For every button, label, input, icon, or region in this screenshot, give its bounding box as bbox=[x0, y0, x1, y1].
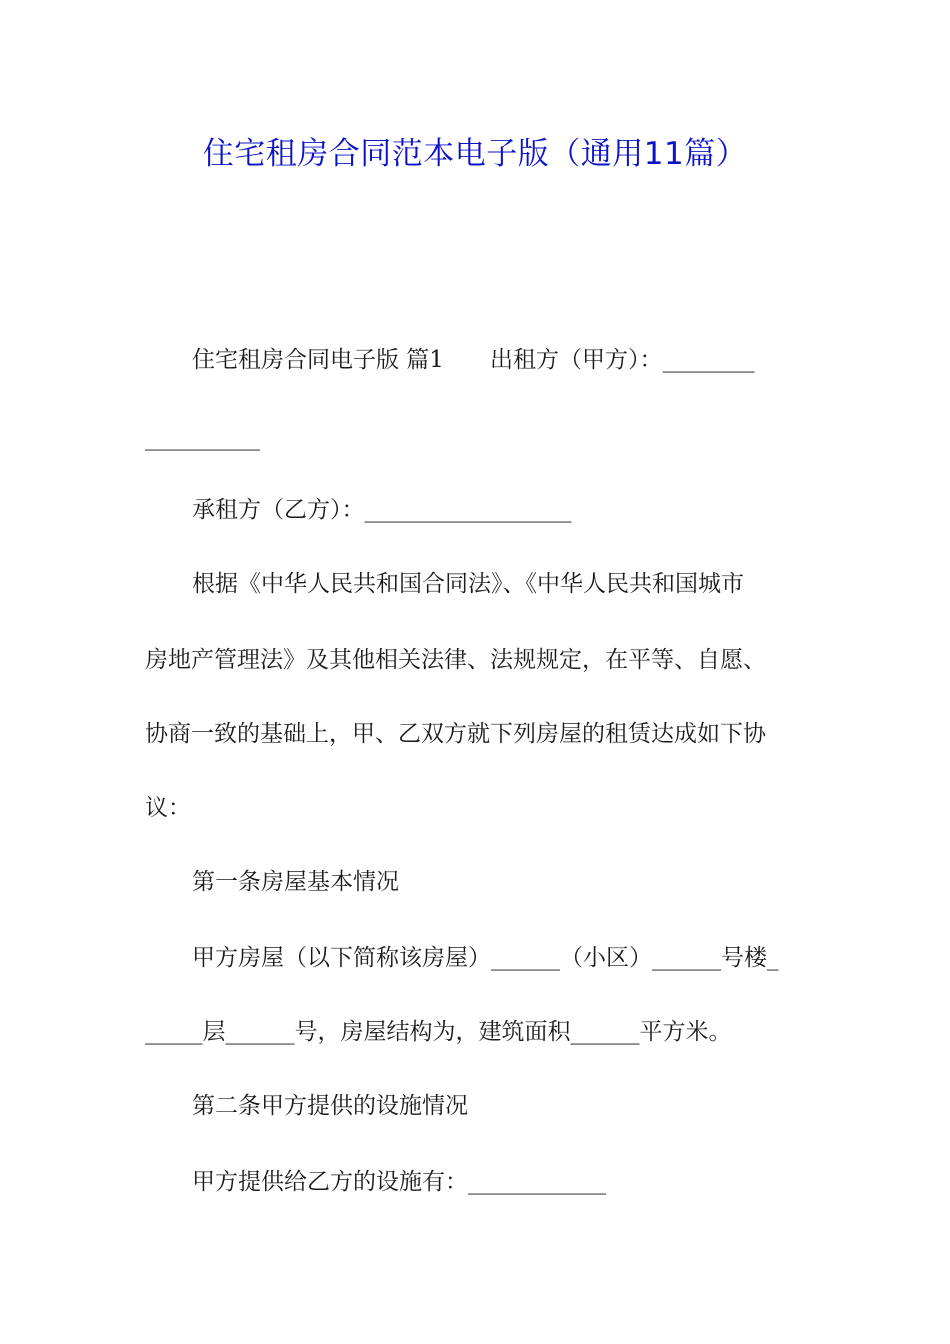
section-heading: 住宅租房合同电子版 篇1 bbox=[192, 347, 444, 373]
paragraph-line-1 bbox=[192, 340, 810, 380]
document-title: 住宅租房合同范本电子版（通用11篇） bbox=[202, 136, 748, 172]
paragraph-line-5: 房地产管理法》及其他相关法律、法规规定，在平等、自愿、 bbox=[145, 647, 766, 673]
paragraph-line-11: 第二条甲方提供的设施情况 bbox=[192, 1093, 468, 1119]
lessor-field: 出租方（甲方）：________ bbox=[489, 347, 755, 373]
paragraph-line-12: 甲方提供给乙方的设施有：____________ bbox=[192, 1169, 606, 1195]
paragraph-line-7: 议： bbox=[145, 795, 191, 821]
paragraph-line-9: 甲方房屋（以下简称该房屋）______（小区）______号楼_ bbox=[192, 945, 779, 971]
paragraph-line-6: 协商一致的基础上，甲、乙双方就下列房屋的租赁达成如下协 bbox=[145, 721, 766, 747]
paragraph-line-10: _____层______号，房屋结构为，建筑面积______平方米。 bbox=[145, 1019, 732, 1045]
paragraph-line-2: __________ bbox=[145, 425, 260, 451]
paragraph-line-3: 承租方（乙方）：__________________ bbox=[192, 497, 572, 523]
paragraph-line-4: 根据《中华人民共和国合同法》、《中华人民共和国城市 bbox=[192, 571, 744, 597]
paragraph-line-8: 第一条房屋基本情况 bbox=[192, 869, 399, 895]
